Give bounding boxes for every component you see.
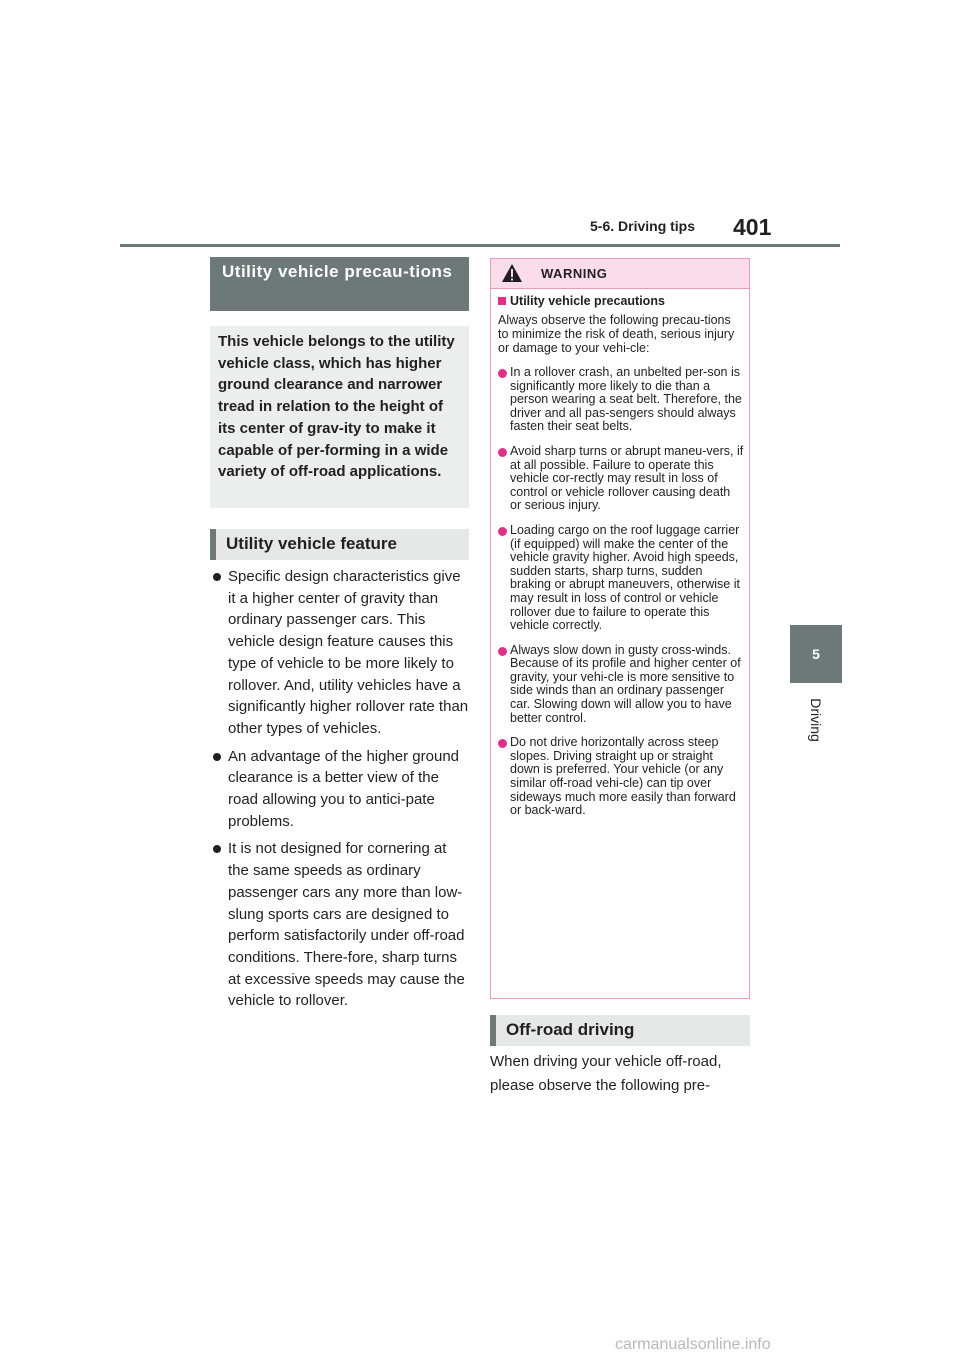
- subheading-offroad: Off-road driving: [490, 1015, 750, 1046]
- list-item: In a rollover crash, an unbelted per-son is significantly more likely to die than a person wearing a seat belt. Therefore, the driver and all pas-sengers should always fasten their seat belts.: [498, 366, 744, 434]
- pink-bullet-icon: [498, 739, 507, 748]
- chapter-label-text: Driving: [808, 698, 824, 742]
- watermark: carmanualsonline.info: [615, 1336, 771, 1353]
- warning-triangle-icon: [501, 263, 523, 283]
- list-item: It is not designed for cornering at the same speeds as ordinary passenger cars any more than low-slung sports cars are designed to perform satisfactorily under off-road conditions. There-fore, sharp turns at excessive speeds may cause the vehicle to rollover.: [210, 838, 470, 1012]
- chapter-label: [796, 690, 836, 750]
- warning-header: [491, 259, 749, 289]
- pink-bullet-icon: [498, 448, 507, 457]
- list-item: Loading cargo on the roof luggage carrier (if equipped) will make the center of the vehicle gravity higher. Avoid high speeds, sudden starts, sharp turns, sudden braking or abrupt maneuvers, otherwise it may result in loss of control or vehicle rollover due to failure to operate this vehicle correctly.: [498, 524, 744, 633]
- list-item: An advantage of the higher ground clearance is a better view of the road allowing you to antici-pate problems.: [210, 746, 470, 833]
- warning-subtitle: Utility vehicle precautions: [498, 294, 744, 308]
- subheading-utility-feature: Utility vehicle feature: [210, 529, 469, 560]
- bullet-icon: [213, 845, 221, 853]
- square-bullet-icon: [498, 297, 506, 305]
- page-number: 401: [733, 214, 772, 240]
- chapter-tab[interactable]: [790, 625, 842, 683]
- warning-list: [498, 366, 744, 818]
- chapter-number: 5: [812, 646, 820, 662]
- list-item: Specific design characteristics give it a higher center of gravity than ordinary passenger cars. This vehicle design feature causes this type of vehicle to be more likely to rollover. And, utility vehicles have a significantly higher rollover rate than other types of vehicles.: [210, 566, 470, 740]
- header-divider: [120, 244, 840, 247]
- pink-bullet-icon: [498, 647, 507, 656]
- list-item: Do not drive horizontally across steep slopes. Driving straight up or straight down is preferred. Your vehicle (or any similar off-road vehi-cle) can tip over sideways much more easily than forward or back-ward.: [498, 736, 744, 818]
- warning-intro: Always observe the following precau-tions to minimize the risk of death, serious injury or damage to your vehi-cle:: [498, 313, 735, 355]
- list-item: Always slow down in gusty cross-winds. Because of its profile and higher center of gravity, your vehi-cle is more sensitive to side winds than an ordinary passenger car. Slowing down will allow you to have better control.: [498, 644, 744, 726]
- section-title: Utility vehicle precau-tions: [210, 257, 469, 311]
- section-label: 5-6. Driving tips: [590, 218, 696, 234]
- intro-summary: This vehicle belongs to the utility vehicle class, which has higher ground clearance and narrower tread in relation to the height of its center of grav-ity to make it capable of per-forming in a wide variety of off-road applications.: [210, 326, 469, 508]
- warning-title: WARNING: [541, 266, 608, 281]
- pink-bullet-icon: [498, 527, 507, 536]
- warning-body: [498, 291, 744, 818]
- warning-box: [490, 258, 750, 999]
- bullet-icon: [213, 753, 221, 761]
- pink-bullet-icon: [498, 369, 507, 378]
- bullet-icon: [213, 573, 221, 581]
- offroad-text: When driving your vehicle off-road, please observe the following pre-: [490, 1053, 722, 1094]
- list-item: Avoid sharp turns or abrupt maneu-vers, if at all possible. Failure to operate this vehicle cor-rectly may result in loss of control or vehicle rollover causing death or serious injury.: [498, 445, 744, 513]
- feature-bullet-list: [210, 566, 470, 1018]
